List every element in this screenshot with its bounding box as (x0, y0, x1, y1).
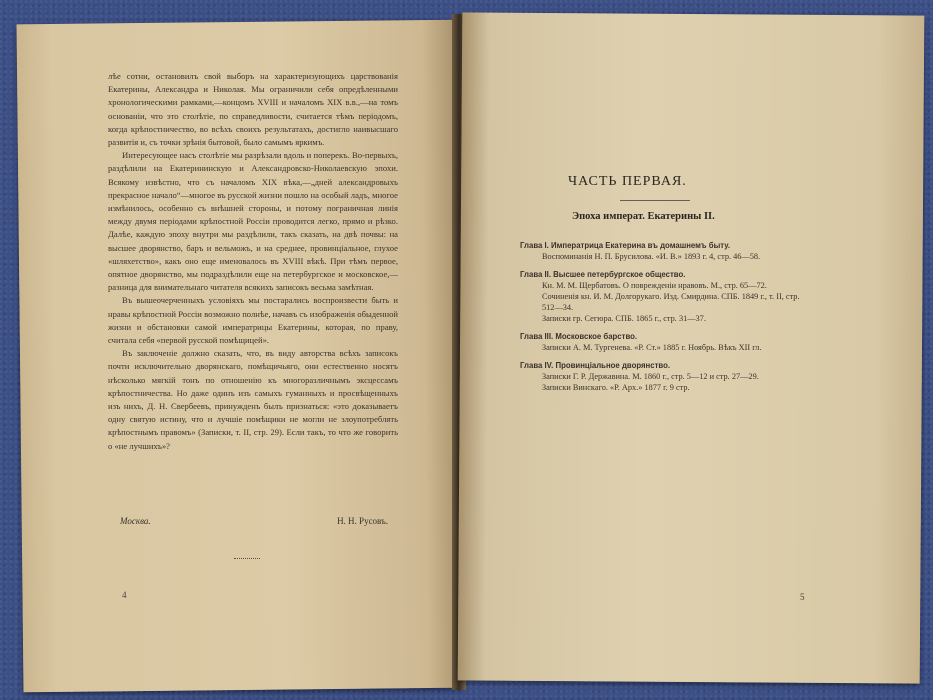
part-title: ЧАСТЬ ПЕРВАЯ. (568, 174, 687, 189)
ornament-divider (234, 558, 260, 561)
paragraph: Интересующее насъ столѣтіе мы разрѣзали вдоль и поперекъ. Во-первыхъ, раздѣлили на Екатерининскую и Александровско-Николаевскую эпохи. Всякому извѣстно, что съ началомъ XIX вѣка,—„дней александровыхъ прекрасное начало“—многое въ русской жизни пошло на особый ладъ, многое измѣнилось, особенно съ внѣшней стороны, и потому пограничная линія между двумя періодами крѣпостной Россіи проводится легко, прямо и рѣзко. Далѣе, каждую эпоху внутри мы раздѣлили, такъ сказать, на двѣ почвы: на высшее дворянство, баръ и вельможъ, и на среднее, провинціальное, глухое «шляхетство», какъ оно еще именовалось въ XVIII вѣкѣ. При тѣмъ первое, опятное дворянство, мы подраздѣлили еще на петербургское и московское,—разница для внимательнаго читателя всякихъ записокъ весьма замѣтная. (108, 150, 398, 293)
chapter (520, 269, 810, 324)
page-number-right: 5 (800, 592, 805, 602)
chapter-heading: Глава II. Высшее петербургское общество. (520, 270, 686, 279)
chapter-heading: Глава III. Московское барство. (520, 332, 638, 341)
source-entry: Сочиненія кн. И. М. Долгорукаго. Изд. Смирдина. СПБ. 1849 г., т. II, стр. 512—34. (542, 292, 800, 312)
page-number-left: 4 (122, 590, 127, 600)
source-entry: Записки А. М. Тургенева. «Р. Ст.» 1885 г. Ноябрь. Вѣкъ XII гл. (542, 343, 762, 352)
left-page-text (108, 70, 398, 453)
signature-place: Москва. (120, 516, 151, 526)
source-entry: Воспоминанія Н. П. Брусилова. «И. В.» 1893 г. 4, стр. 46—58. (542, 252, 761, 261)
source-entry: Записки гр. Сегюра. СПБ. 1865 г., стр. 31—37. (542, 314, 706, 323)
epoch-title: Эпоха императ. Екатерины II. (572, 211, 715, 222)
paragraph: Въ заключеніе должно сказать, что, въ виду авторства всѣхъ записокъ почти исключительно дворянскаго, помѣщичьяго, они естественно носятъ нѣсколько мягкій тонъ по отношенію къ многоразличнымъ эксцессамъ крѣпостничества. Но даже одинъ изъ самыхъ гуманныхъ и просвѣщенныхъ изъ нихъ, Д. Н. Свербеевъ, принужденъ былъ признаться: «это доказываетъ одну святую истину, что и лучшіе помѣщики не могли не злоупотреблять крѣпостнымъ правомъ» (Записки, т. II, стр. 29). Если такъ, то что же говорить о «не лучшихъ»? (108, 348, 398, 451)
chapter-heading: Глава I. Императрица Екатерина въ домашнемъ быту. (520, 241, 731, 250)
signature-name: Н. Н. Русовъ. (337, 516, 388, 526)
table-of-contents (520, 238, 810, 393)
source-entry: Записки Винскаго. «Р. Арх.» 1877 г. 9 стр. (542, 383, 690, 392)
signature-row (120, 516, 388, 526)
chapter-heading: Глава IV. Провинціальное дворянство. (520, 361, 671, 370)
paragraph: Въ вышеочерченныхъ условіяхъ мы постарались воспроизвести быть и нравы крѣпостной Россіи возможно полнѣе, начавъ съ изображенія обыденной жизни и обстановки самой императрицы Екатерины, которая, по праву, считала себя «первой русской помѣщицей». (108, 295, 398, 346)
title-rule (620, 200, 690, 201)
chapter (520, 360, 810, 393)
chapter (520, 240, 810, 262)
paragraph: лѣе сотни, остановилъ свой выборъ на характеризующихъ царствованія Екатерины, Александра и Николая. Мы ограничили себя опредѣленными хронологическими рамками,—концомъ XVIII и началомъ XIX в.в.,—на томъ основаніи, что это столѣтіе, по справедливости, считается тѣмъ періодомъ, когда крѣпостничество, во всѣхъ своихъ результатахъ, достигло наивысшаго развитія и, съ точки зрѣнія бытовой, было самымъ яркимъ. (108, 71, 398, 148)
source-entry: Кн. М. М. Щербатовъ. О поврежденіи нравовъ. М., стр. 65—72. (542, 281, 767, 290)
source-entry: Записки Г. Р. Державина. М. 1860 г., стр. 5—12 и стр. 27—29. (542, 372, 759, 381)
chapter (520, 331, 810, 353)
